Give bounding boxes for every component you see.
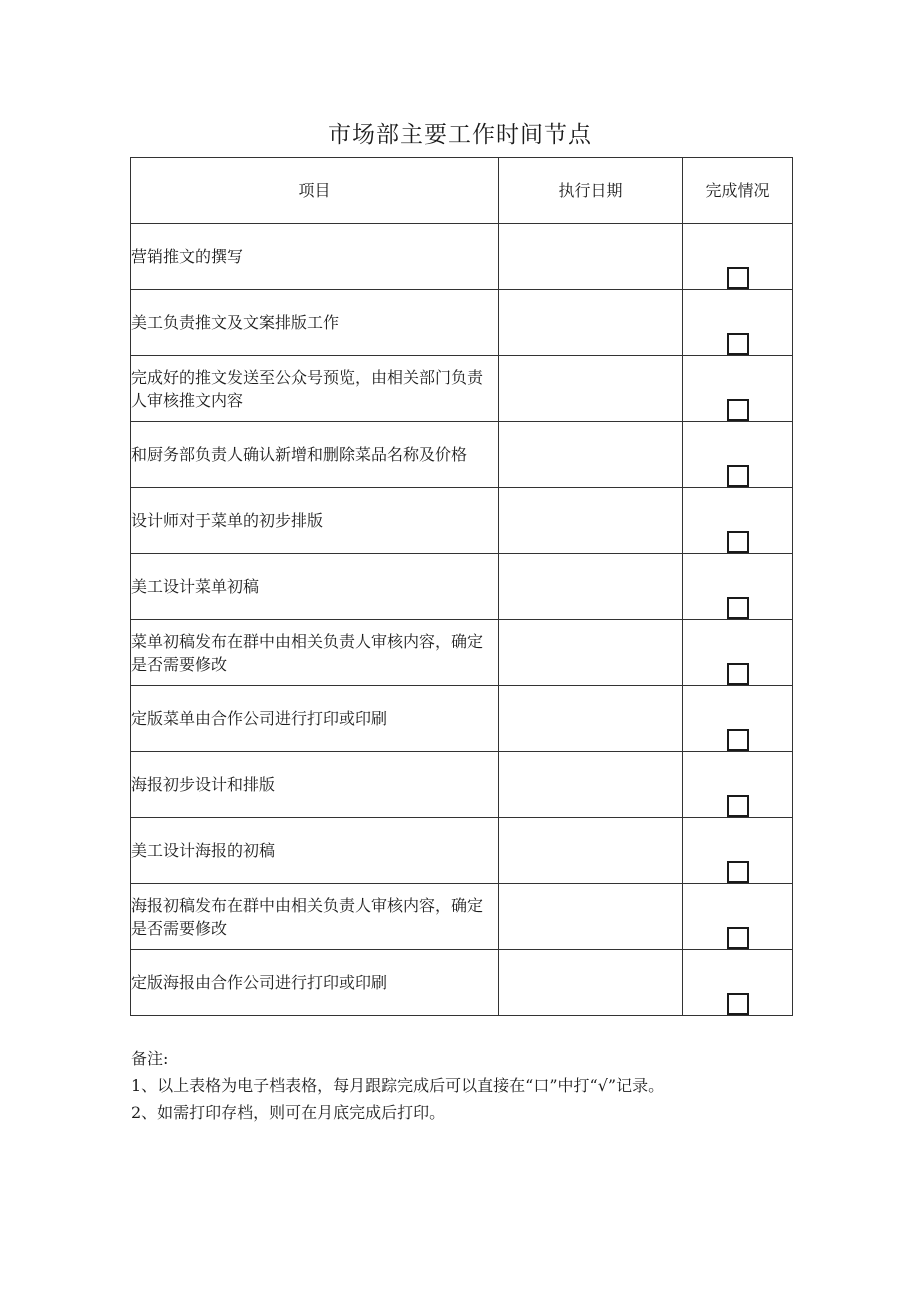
completion-status-cell [683, 950, 793, 1016]
execution-date-cell[interactable] [499, 290, 683, 356]
completion-checkbox[interactable] [727, 333, 749, 355]
task-item-cell: 定版海报由合作公司进行打印或印刷 [131, 950, 499, 1016]
execution-date-cell[interactable] [499, 554, 683, 620]
completion-status-cell [683, 290, 793, 356]
task-item-cell: 营销推文的撰写 [131, 224, 499, 290]
notes-line-2: 2、如需打印存档，则可在月底完成后打印。 [131, 1103, 446, 1122]
table-header-row [131, 158, 793, 224]
table-row [131, 818, 793, 884]
completion-checkbox[interactable] [727, 927, 749, 949]
table-row [131, 290, 793, 356]
table-row [131, 224, 793, 290]
page-title: 市场部主要工作时间节点 [328, 122, 592, 148]
execution-date-cell[interactable] [499, 356, 683, 422]
completion-status-cell [683, 818, 793, 884]
table-row [131, 752, 793, 818]
execution-date-cell[interactable] [499, 950, 683, 1016]
completion-status-cell [683, 554, 793, 620]
execution-date-cell[interactable] [499, 422, 683, 488]
table-row [131, 950, 793, 1016]
column-header-status: 完成情况 [683, 158, 793, 224]
execution-date-cell[interactable] [499, 620, 683, 686]
column-header-item: 项目 [131, 158, 499, 224]
completion-checkbox[interactable] [727, 399, 749, 421]
table-row [131, 356, 793, 422]
execution-date-cell[interactable] [499, 686, 683, 752]
task-item-cell: 美工设计菜单初稿 [131, 554, 499, 620]
task-item-cell: 和厨务部负责人确认新增和删除菜品名称及价格 [131, 422, 499, 488]
table-row [131, 422, 793, 488]
notes-section [131, 1045, 664, 1126]
execution-date-cell[interactable] [499, 818, 683, 884]
completion-checkbox[interactable] [727, 795, 749, 817]
completion-status-cell [683, 488, 793, 554]
task-item-cell: 菜单初稿发布在群中由相关负责人审核内容，确定是否需要修改 [131, 620, 499, 686]
completion-status-cell [683, 356, 793, 422]
completion-checkbox[interactable] [727, 663, 749, 685]
task-item-cell: 定版菜单由合作公司进行打印或印刷 [131, 686, 499, 752]
table-row [131, 488, 793, 554]
completion-checkbox[interactable] [727, 993, 749, 1015]
completion-checkbox[interactable] [727, 597, 749, 619]
execution-date-cell[interactable] [499, 884, 683, 950]
task-item-cell: 海报初步设计和排版 [131, 752, 499, 818]
completion-checkbox[interactable] [727, 861, 749, 883]
completion-status-cell [683, 752, 793, 818]
task-item-cell: 美工负责推文及文案排版工作 [131, 290, 499, 356]
column-header-date: 执行日期 [499, 158, 683, 224]
task-item-cell: 完成好的推文发送至公众号预览，由相关部门负责人审核推文内容 [131, 356, 499, 422]
notes-label: 备注: [131, 1049, 169, 1068]
execution-date-cell[interactable] [499, 488, 683, 554]
completion-checkbox[interactable] [727, 465, 749, 487]
completion-status-cell [683, 884, 793, 950]
task-item-cell: 美工设计海报的初稿 [131, 818, 499, 884]
completion-checkbox[interactable] [727, 267, 749, 289]
execution-date-cell[interactable] [499, 224, 683, 290]
completion-status-cell [683, 224, 793, 290]
table-row [131, 554, 793, 620]
task-item-cell: 海报初稿发布在群中由相关负责人审核内容，确定是否需要修改 [131, 884, 499, 950]
execution-date-cell[interactable] [499, 752, 683, 818]
table-body [131, 224, 793, 1016]
completion-checkbox[interactable] [727, 729, 749, 751]
notes-line-1: 1、以上表格为电子档表格，每月跟踪完成后可以直接在“口”中打“√”记录。 [131, 1076, 665, 1095]
completion-checkbox[interactable] [727, 531, 749, 553]
schedule-table [130, 157, 793, 1016]
completion-status-cell [683, 686, 793, 752]
completion-status-cell [683, 422, 793, 488]
completion-status-cell [683, 620, 793, 686]
table-row [131, 884, 793, 950]
table-row [131, 620, 793, 686]
table-row [131, 686, 793, 752]
task-item-cell: 设计师对于菜单的初步排版 [131, 488, 499, 554]
